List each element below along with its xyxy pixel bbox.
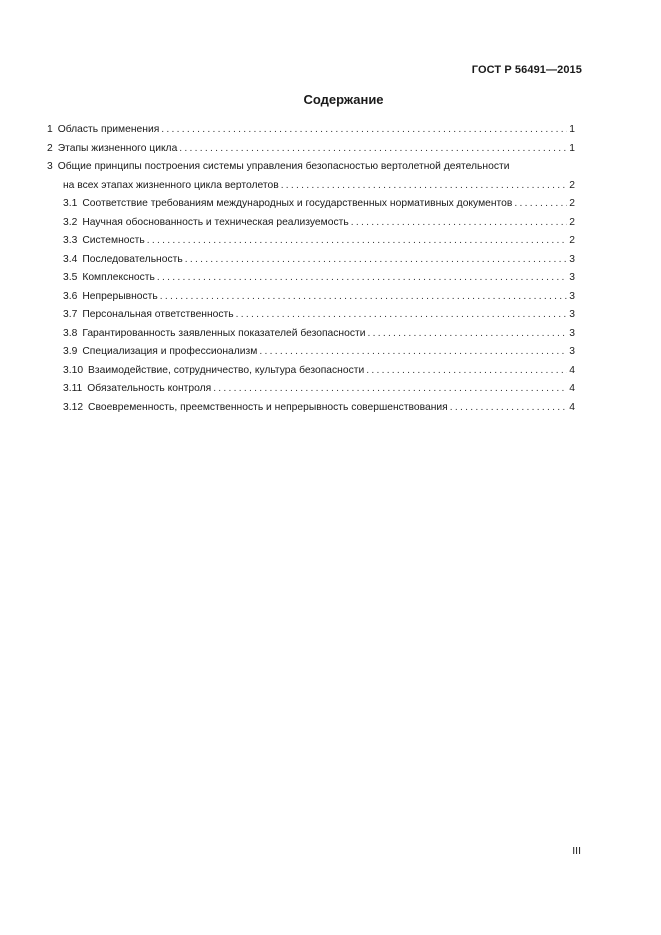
toc-entry-number: 2 [47, 142, 53, 154]
toc-dot-leader [514, 195, 567, 214]
toc-entry-title: Этапы жизненного цикла [57, 142, 178, 154]
toc-entry-number: 3.10 [63, 364, 84, 376]
toc-dot-leader [185, 251, 568, 270]
toc-entry-continuation[interactable] [47, 177, 575, 196]
toc-dot-leader [450, 399, 568, 418]
toc-entry-page: 2 [569, 179, 575, 191]
toc-entry-title: Гарантированность заявленных показателей безопасности [82, 327, 366, 339]
toc-entry-page: 3 [569, 309, 575, 320]
toc-dot-leader [161, 121, 567, 140]
toc-entry[interactable] [47, 158, 575, 177]
toc-dot-leader [259, 343, 567, 362]
toc-entry-page: 2 [569, 216, 575, 228]
toc-dot-leader [351, 214, 568, 233]
toc-subentry[interactable] [47, 232, 575, 251]
toc-entry-number: 3.12 [63, 401, 84, 413]
page-number: III [572, 845, 581, 857]
toc-entry-title: Персональная ответственность [82, 309, 234, 320]
toc-entry-title: Взаимодействие, сотрудничество, культура безопасности [88, 364, 365, 376]
toc-entry-page: 2 [569, 235, 575, 246]
toc-entry-number: 1 [47, 124, 53, 135]
toc-entry-number: 3.3 [63, 235, 78, 246]
toc-entry-title: Область применения [57, 124, 160, 135]
toc-dot-leader [157, 269, 567, 288]
toc-dot-leader [236, 306, 568, 325]
toc-entry-number: 3.1 [63, 198, 78, 209]
toc-entry-title: Непрерывность [82, 290, 158, 302]
toc-subentry[interactable] [47, 325, 575, 344]
toc-dot-leader [281, 177, 568, 196]
toc-dot-leader [160, 288, 568, 307]
toc-subentry[interactable] [47, 306, 575, 325]
toc-entry-title: Специализация и профессионализм [82, 346, 258, 357]
toc-subentry[interactable] [47, 380, 575, 399]
toc-entry-number: 3.4 [63, 253, 78, 265]
toc-entry-page: 2 [569, 198, 575, 209]
toc-entry-number: 3.2 [63, 216, 78, 228]
toc-subentry[interactable] [47, 251, 575, 270]
toc-dot-leader [366, 362, 567, 381]
toc-entry-page: 1 [569, 124, 575, 135]
toc-subentry[interactable] [47, 399, 575, 418]
toc-entry-number: 3.5 [63, 272, 78, 283]
toc-subentry[interactable] [47, 269, 575, 288]
toc-dot-leader [367, 325, 567, 344]
toc-subentry[interactable] [47, 195, 575, 214]
toc-subentry[interactable] [47, 214, 575, 233]
toc-entry-page: 3 [569, 290, 575, 302]
toc-entry-title: Последовательность [82, 253, 183, 265]
toc-entry-page: 3 [569, 327, 575, 339]
toc-subentry[interactable] [47, 343, 575, 362]
toc-entry-title: Своевременность, преемственность и непрерывность совершенствования [88, 401, 448, 413]
toc-entry-title: Комплексность [82, 272, 155, 283]
toc-entry-title: Обязательность контроля [87, 383, 212, 394]
toc-dot-leader [213, 380, 567, 399]
toc-entry-number: 3.9 [63, 346, 78, 357]
toc-entry-page: 3 [569, 253, 575, 265]
toc-entry-number: 3.11 [63, 383, 83, 394]
toc-entry-page: 4 [569, 383, 575, 394]
toc-entry-page: 3 [569, 346, 575, 357]
toc-entry-page: 4 [569, 401, 575, 413]
toc-entry-number: 3.8 [63, 327, 78, 339]
toc-entry-page: 1 [569, 142, 575, 154]
toc-entry-number: 3 [47, 161, 53, 172]
toc-entry-page: 3 [569, 272, 575, 283]
toc-entry[interactable] [47, 121, 575, 140]
toc-entry-number: 3.7 [63, 309, 78, 320]
toc-entry[interactable] [47, 140, 575, 159]
toc-entry-title: Общие принципы построения системы управления безопасностью вертолетной деятельности [57, 161, 510, 172]
toc-dot-leader [179, 140, 567, 159]
toc-dot-leader [147, 232, 568, 251]
toc-entry-number: 3.6 [63, 290, 78, 302]
toc-entry-title: Научная обоснованность и техническая реализуемость [82, 216, 349, 228]
toc-entry-title: Соответствие требованиям международных и государственных нормативных документов [82, 198, 513, 209]
toc-entry-page: 4 [569, 364, 575, 376]
page-title: Содержание [303, 92, 384, 107]
table-of-contents [47, 121, 575, 417]
toc-subentry[interactable] [47, 362, 575, 381]
document-code: ГОСТ Р 56491—2015 [471, 64, 582, 76]
toc-subentry[interactable] [47, 288, 575, 307]
toc-entry-title-continuation: на всех этапах жизненного цикла вертолетов [63, 179, 279, 191]
toc-entry-title: Системность [82, 235, 145, 246]
